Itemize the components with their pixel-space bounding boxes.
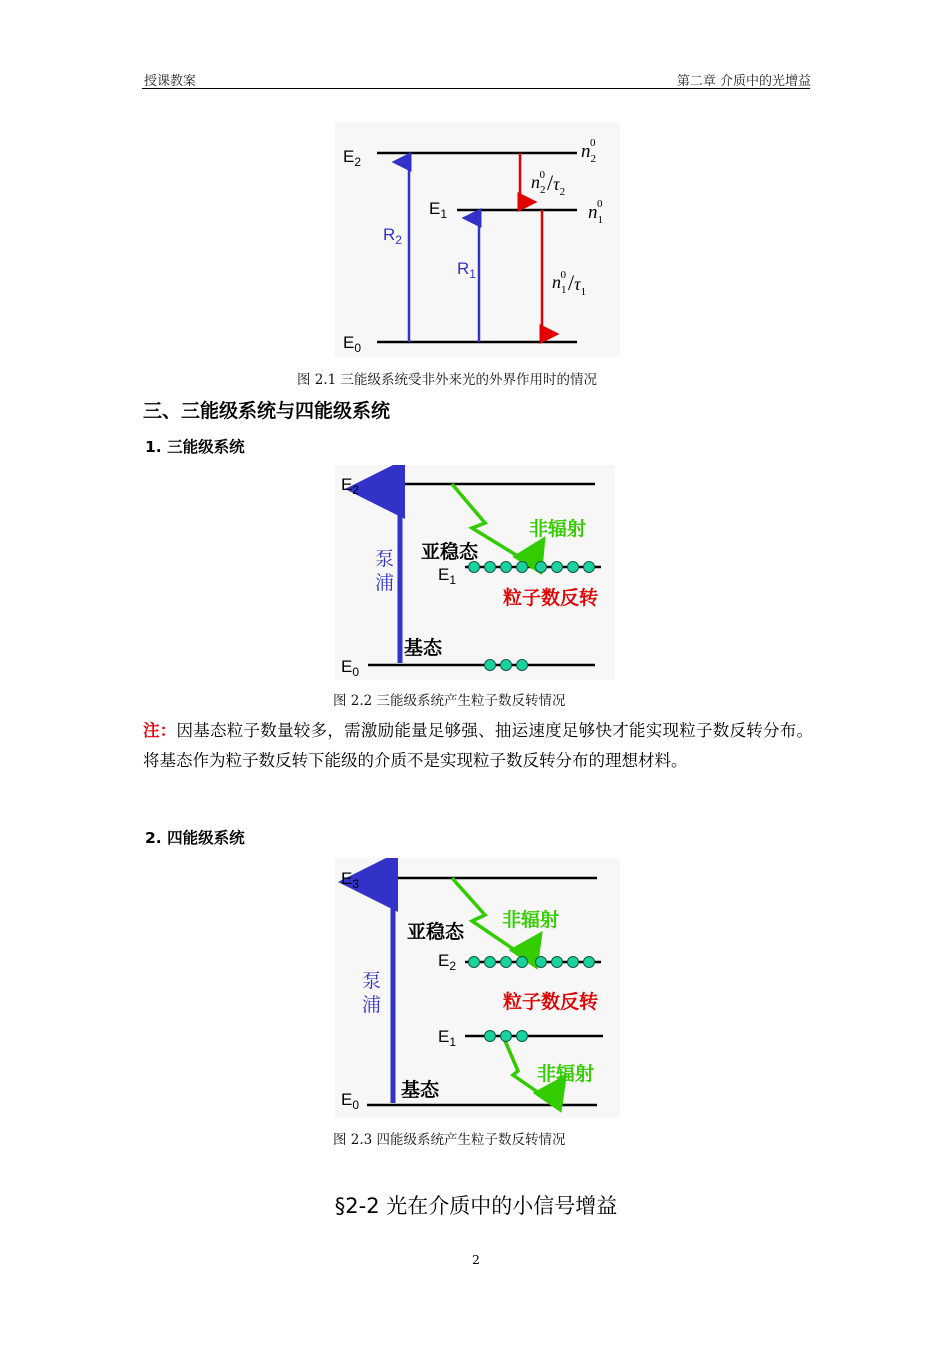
figure-2-1-caption: 图 2.1 三能级系统受非外来光的外界作用时的情况 — [297, 372, 598, 388]
note-text: 因基态粒子数量较多，需激励能量足够强、抽运速度足够快才能实现粒子数反转分布。将基态作为粒子数反转下能级的介质不是实现粒子数反转分布的理想材料。 — [143, 721, 814, 770]
e0-particles — [485, 660, 528, 671]
label-metastable: 亚稳态 — [421, 542, 479, 563]
label-e1: $E_1$ — [429, 199, 448, 221]
figure-2-3-diagram — [335, 858, 620, 1118]
label-e0: $E_0$ — [343, 333, 362, 355]
label-pump-1: 泵 — [375, 549, 395, 570]
label-e2: $E_2$ — [438, 951, 457, 973]
label-decay-2: $n_20/\tau_2$ — [531, 169, 566, 198]
label-e1: $E_1$ — [438, 565, 457, 587]
section-2-2-title: §2-2 光在介质中的小信号增益 — [334, 1194, 618, 1218]
label-decay-1: $n_10/\tau_1$ — [552, 269, 587, 298]
label-inversion: 粒子数反转 — [503, 992, 599, 1013]
header-left: 授课教案 — [144, 74, 197, 89]
label-n1: $n_10$ — [588, 198, 603, 226]
section-title: 三、三能级系统与四能级系统 — [143, 400, 391, 422]
label-nonradiative: 非辐射 — [529, 519, 587, 540]
label-e1: $E_1$ — [438, 1027, 457, 1049]
label-ground: 基态 — [404, 638, 443, 659]
figure-2-1-diagram — [335, 122, 620, 357]
note-label: 注： — [143, 721, 177, 740]
label-nonradiative-top: 非辐射 — [502, 910, 560, 931]
subsection-four-level: 2. 四能级系统 — [145, 829, 245, 847]
subsection-three-level: 1. 三能级系统 — [145, 438, 245, 456]
label-ground: 基态 — [401, 1080, 440, 1101]
label-n2: $n_20$ — [581, 137, 596, 165]
label-inversion: 粒子数反转 — [503, 588, 599, 609]
header-rule — [142, 88, 810, 89]
figure-2-3-caption: 图 2.3 四能级系统产生粒子数反转情况 — [333, 1132, 566, 1148]
label-e2: $E_2$ — [341, 475, 360, 497]
label-pump-2: 浦 — [362, 995, 382, 1016]
label-e3: $E_3$ — [341, 869, 360, 891]
label-r2: $R_2$ — [383, 225, 402, 247]
e1-particles — [485, 1031, 528, 1042]
label-pump-2: 浦 — [375, 573, 395, 594]
label-nonradiative-bottom: 非辐射 — [537, 1064, 595, 1085]
figure-2-2-diagram — [335, 465, 615, 680]
label-e0: $E_0$ — [341, 1090, 360, 1112]
note-paragraph — [143, 716, 813, 776]
header-right: 第二章 介质中的光增益 — [676, 74, 811, 89]
label-e2: $E_2$ — [343, 147, 362, 169]
figure-2-2-caption: 图 2.2 三能级系统产生粒子数反转情况 — [333, 693, 566, 709]
label-metastable: 亚稳态 — [407, 922, 465, 943]
page-number: 2 — [472, 1252, 480, 1267]
label-pump-1: 泵 — [362, 971, 382, 992]
label-r1: $R_1$ — [457, 259, 476, 281]
label-e0: $E_0$ — [341, 657, 360, 679]
